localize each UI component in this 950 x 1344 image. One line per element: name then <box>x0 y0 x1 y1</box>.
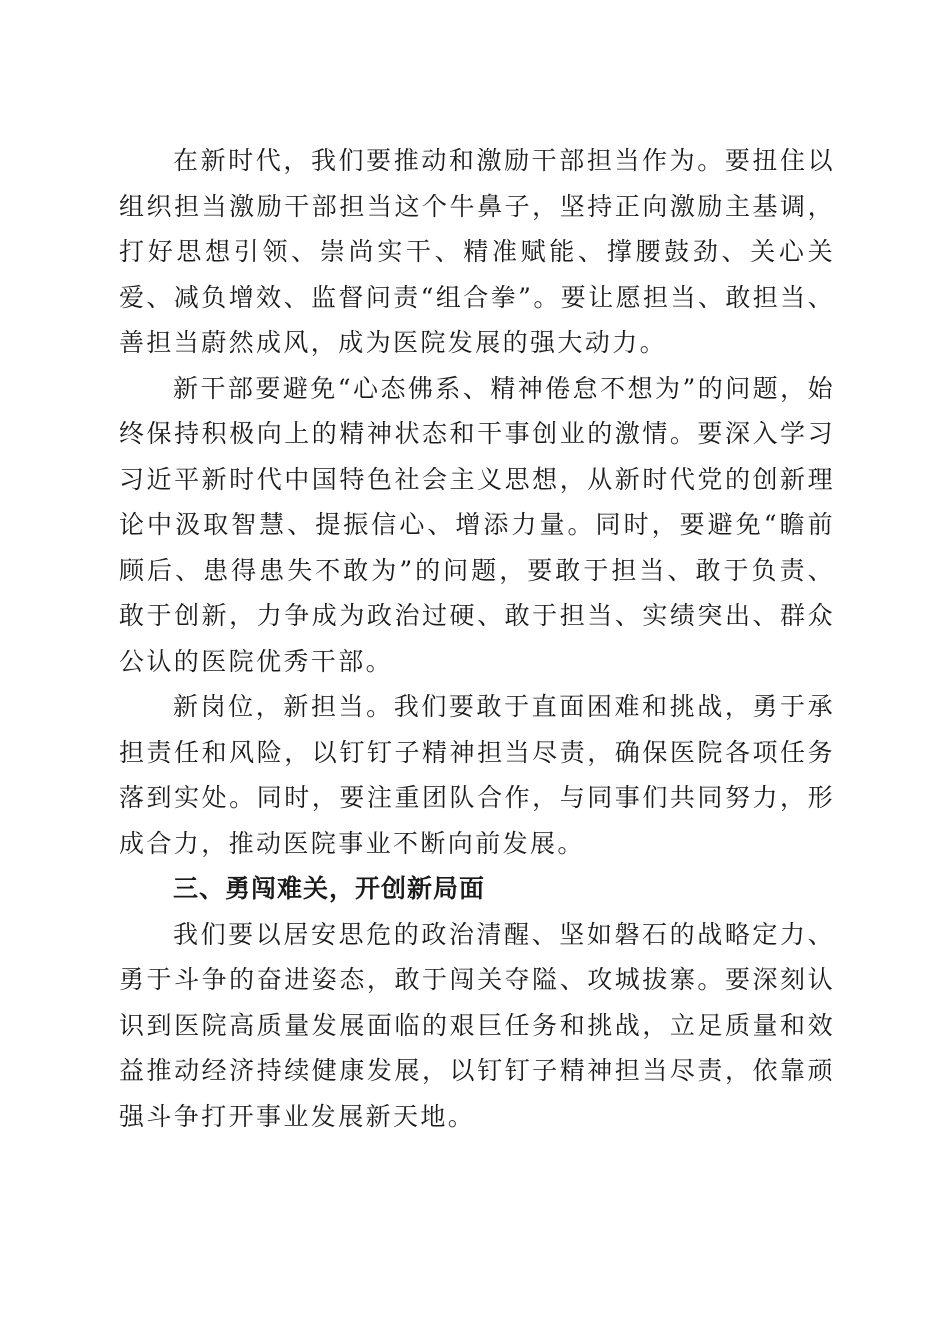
paragraph-3: 新岗位，新担当。我们要敢于直面困难和挑战，勇于承担责任和风险，以钉钉子精神担当尽责，确保医院各项任务落到实处。同时，要注重团队合作，与同事们共同努力，形成合力，推动医院事业不断向前发展。 <box>119 692 835 858</box>
section-paragraph: 我们要以居安思危的政治清醒、坚如磐石的战略定力、勇于斗争的奋进姿态，敢于闯关夺隘、攻城拔寨。要深刻认识到医院高质量发展面临的艰巨任务和挑战，立足质量和效益推动经济持续健康发展，以钉钉子精神担当尽责，依靠顽强斗争打开事业发展新天地。 <box>119 919 835 1131</box>
paragraph-1: 在新时代，我们要推动和激励干部担当作为。要扭住以组织担当激励干部担当这个牛鼻子，坚持正向激励主基调，打好思想引领、崇尚实干、精准赋能、撑腰鼓劲、关心关爱、减负增效、监督问责“组合拳”。要让愿担当、敢担当、善担当蔚然成风，成为医院发展的强大动力。 <box>119 146 835 357</box>
section-heading: 三、勇闯难关，开创新局面 <box>173 874 486 903</box>
paragraph-2: 新干部要避免“心态佛系、精神倦怠不想为”的问题，始终保持积极向上的精神状态和干事创业的激情。要深入学习习近平新时代中国特色社会主义思想，从新时代党的创新理论中汲取智慧、提振信心、增添力量。同时，要避免“瞻前顾后、患得患失不敢为”的问题，要敢于担当、敢于负责、敢于创新，力争成为政治过硬、敢于担当、实绩突出、群众公认的医院优秀干部。 <box>119 373 835 676</box>
document-page <box>119 138 835 1139</box>
